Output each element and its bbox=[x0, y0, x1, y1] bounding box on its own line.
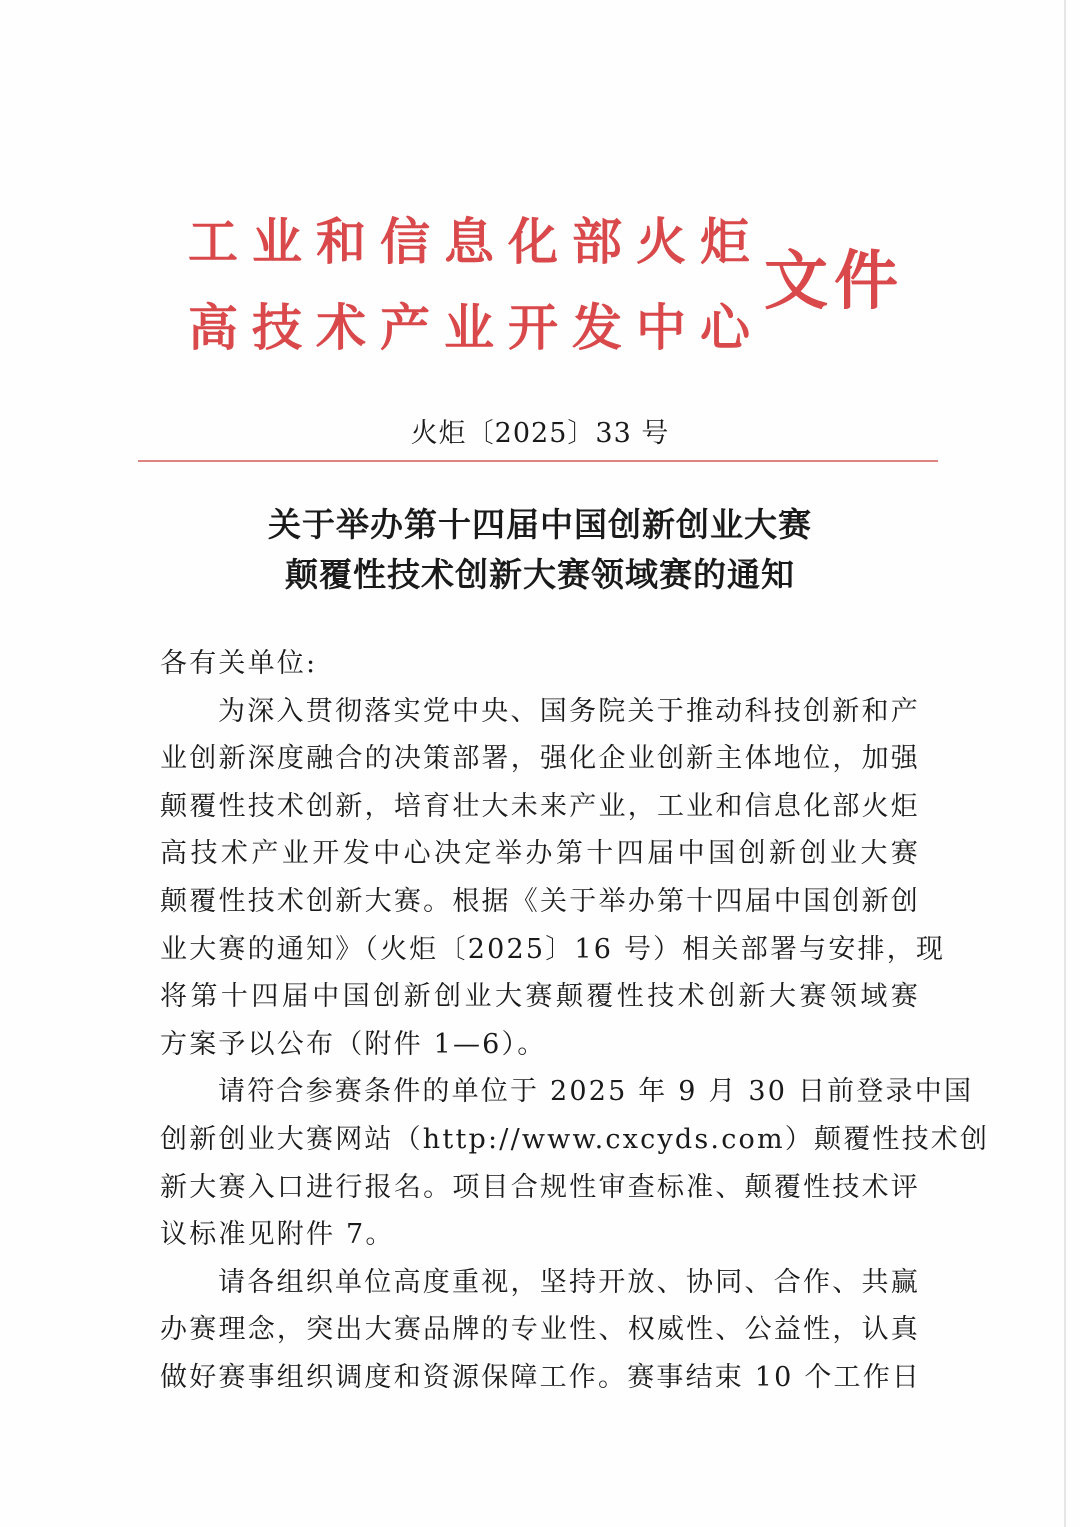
paragraph-line: 新大赛入口进行报名。项目合规性审查标准、颠覆性技术评 bbox=[160, 1171, 920, 1203]
issuer-name-line-2: 高技术产业开发中心 bbox=[188, 298, 764, 357]
document-body bbox=[160, 640, 990, 1402]
red-masthead bbox=[188, 204, 908, 364]
paragraph-2 bbox=[160, 1068, 990, 1258]
page-edge-line bbox=[1064, 0, 1066, 1527]
paragraph-line: 将第十四届中国创新创业大赛颠覆性技术创新大赛领域赛 bbox=[160, 981, 920, 1013]
paragraph-line: 业创新深度融合的决策部署，强化企业创新主体地位，加强 bbox=[160, 743, 920, 775]
red-separator-rule bbox=[138, 460, 938, 462]
paragraph-line: 议标准见附件 7。 bbox=[160, 1219, 395, 1251]
paragraph-line: 创新创业大赛网站（http://www.cxcyds.com）颠覆性技术创 bbox=[160, 1123, 990, 1155]
paragraph-line: 办赛理念，突出大赛品牌的专业性、权威性、公益性，认真 bbox=[160, 1314, 920, 1346]
salutation: 各有关单位: bbox=[160, 648, 318, 679]
paragraph-line: 业大赛的通知》（火炬〔2025〕16 号）相关部署与安排，现 bbox=[160, 933, 946, 965]
paragraph-line: 颠覆性技术创新大赛。根据《关于举办第十四届中国创新创 bbox=[160, 885, 920, 917]
document-title bbox=[0, 500, 1080, 600]
paragraph-line: 高技术产业开发中心决定举办第十四届中国创新创业大赛 bbox=[160, 838, 920, 870]
paragraph-3 bbox=[160, 1259, 920, 1402]
paragraph-line: 请各组织单位高度重视，坚持开放、协同、合作、共赢 bbox=[218, 1266, 920, 1298]
issuer-name-line-1: 工业和信息化部火炬 bbox=[188, 212, 764, 271]
document-word: 文件 bbox=[764, 244, 904, 319]
paragraph-line: 为深入贯彻落实党中央、国务院关于推动科技创新和产 bbox=[218, 695, 920, 727]
paragraph-line: 请符合参赛条件的单位于 2025 年 9 月 30 日前登录中国 bbox=[218, 1076, 974, 1108]
title-line-1: 关于举办第十四届中国创新创业大赛 bbox=[268, 505, 812, 544]
paragraph-line: 做好赛事组织调度和资源保障工作。赛事结束 10 个工作日 bbox=[160, 1361, 922, 1393]
paragraph-1 bbox=[160, 688, 946, 1069]
paragraph-line: 方案予以公布（附件 1—6）。 bbox=[160, 1028, 547, 1060]
paragraph-line: 颠覆性技术创新，培育壮大未来产业，工业和信息化部火炬 bbox=[160, 790, 920, 822]
document-number: 火炬〔2025〕33 号 bbox=[410, 418, 670, 449]
title-line-2: 颠覆性技术创新大赛领域赛的通知 bbox=[285, 555, 795, 594]
